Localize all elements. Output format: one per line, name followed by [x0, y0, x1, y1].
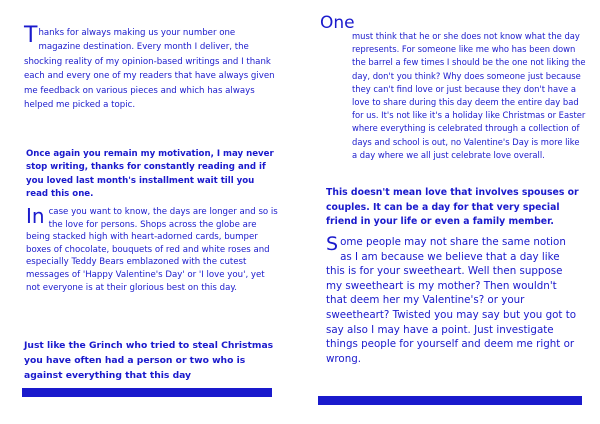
motivation-paragraph: Once again you remain my motivation, I may never stop writing, thanks for constantly reading and if you loved last month's installment wait till you read this one.	[26, 149, 274, 200]
dropcap-t: T	[24, 23, 38, 48]
closing-text: ome people may not share the same notion as I am because we believe that a day like this is for your sweetheart. Well then suppose my sweetheart is my mother? Then wouldn't that deem her my Valentine's? or your sweetheart? Twisted you may say but you got to say also I may have a point. Just investigate things people for yourself and deem me right or wrong.	[326, 236, 577, 365]
right-body-paragraph: must think that he or she does not know what the day represents. For someone like me who has been down the barrel a few times I should be the one not liking the day, don't you think? Why does someone just because they can't find love or just because they don't have a love to share during this day deem the entire day bad for us. It's not like it's a holiday like Christmas or Easter where everything is celebrated through a collection of days and school is out, no Valentine's Day is more like a day where we all just celebrate love overall.	[352, 31, 586, 160]
left-footer-bar	[22, 388, 272, 397]
one-heading: One	[320, 13, 355, 33]
closing-paragraph	[326, 235, 580, 366]
intro-paragraph	[24, 23, 276, 112]
incase-text: case you want to know, the days are longer and so is the love for persons. Shops across the globe are being stacked high with heart-adorned cards, bumper boxes of chocolate, bouquets of red and white roses and especially Teddy Bears emblazoned with the cutest messages of 'Happy Valentine's Day' or 'I love you', yet not everyone is at their glorious best on this day.	[26, 207, 278, 293]
intro-text: hanks for always making us your number one magazine destination. Every month I deliver, the shocking reality of my opinion-based writings and I thank each and every one of my readers that have always given me feedback on various pieces and which has always helped me picked a topic.	[24, 28, 275, 111]
incase-paragraph	[26, 206, 278, 294]
right-footer-bar	[318, 396, 582, 405]
grinch-paragraph: Just like the Grinch who tried to steal Christmas you have often had a person or two who is against everything that this day	[24, 340, 274, 381]
dropcap-in: In	[26, 204, 45, 228]
right-page	[300, 0, 600, 424]
dropcap-s: S	[326, 233, 339, 255]
emphasis-paragraph: This doesn't mean love that involves spouses or couples. It can be a day for that very special friend in your life or even a family member.	[326, 187, 579, 228]
